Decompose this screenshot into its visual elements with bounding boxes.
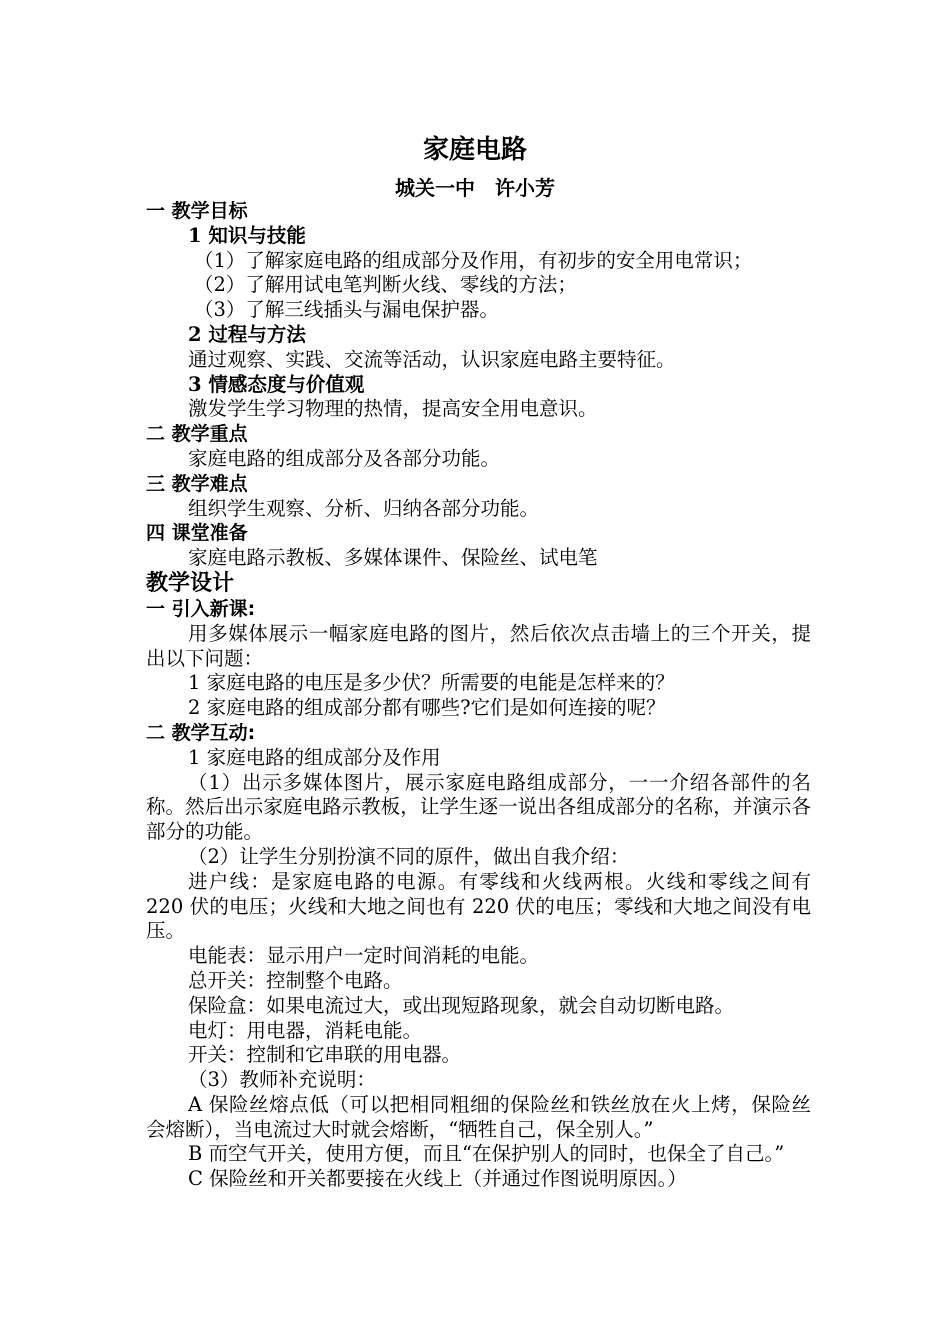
document-body xyxy=(146,199,811,1192)
emotion-text: 激发学生学习物理的热情，提高安全用电意识。 xyxy=(188,397,598,421)
interaction-paragraph: 电能表：显示用户一定时间消耗的电能。 xyxy=(188,944,540,968)
document-author: 城关一中 许小芳 xyxy=(395,176,555,200)
subheading-knowledge: 1 知识与技能 xyxy=(188,223,306,247)
interaction-paragraph: 总开关：控制整个电路。 xyxy=(188,968,403,992)
section-heading-preparation: 四 课堂准备 xyxy=(146,522,248,545)
interaction-paragraph: 电灯：用电器，消耗电能。 xyxy=(188,1018,423,1042)
section-heading-key-points: 二 教学重点 xyxy=(146,423,248,446)
section-heading-difficulties: 三 教学难点 xyxy=(146,472,248,495)
interaction-paragraph: A 保险丝熔点低（可以把相同粗细的保险丝和铁丝放在火上烤，保险丝会熔断），当电流过大时就会熔断，“牺牲自己，保全别人。” xyxy=(146,1092,811,1141)
intro-text: 用多媒体展示一幅家庭电路的图片，然后依次点击墙上的三个开关，提出以下问题： xyxy=(146,621,811,670)
interaction-paragraph: （1）出示多媒体图片，展示家庭电路组成部分，一一介绍各部件的名称。然后出示家庭电路示教板，让学生逐一说出各组成部分的名称，并演示各部分的功能。 xyxy=(146,770,811,844)
knowledge-item: （2）了解用试电笔判断火线、零线的方法； xyxy=(194,273,577,297)
process-text: 通过观察、实践、交流等活动，认识家庭电路主要特征。 xyxy=(188,347,676,371)
interaction-paragraph: C 保险丝和开关都要接在火线上（并通过作图说明原因。） xyxy=(188,1167,687,1191)
interaction-paragraph: 进户线：是家庭电路的电源。有零线和火线两根。火线和零线之间有 220 伏的电压；火线和大地之间也有 220 伏的电压；零线和大地之间没有电压。 xyxy=(146,869,811,943)
interaction-subheading: 1 家庭电路的组成部分及作用 xyxy=(188,745,441,769)
intro-question: 1 家庭电路的电压是多少伏？所需要的电能是怎样来的？ xyxy=(188,671,675,695)
subheading-emotion: 3 情感态度与价值观 xyxy=(188,372,365,396)
subheading-process: 2 过程与方法 xyxy=(188,322,306,346)
interaction-paragraph: （2）让学生分别扮演不同的原件，做出自我介绍： xyxy=(188,844,630,868)
design-heading: 教学设计 xyxy=(146,570,235,596)
intro-question: 2 家庭电路的组成部分都有哪些?它们是如何连接的呢？ xyxy=(188,696,666,720)
interaction-paragraph: B 而空气开关，使用方便，而且“在保护别人的同时，也保全了自己。” xyxy=(188,1142,785,1166)
difficulties-text: 组织学生观察、分析、归纳各部分功能。 xyxy=(188,496,540,520)
interaction-paragraph: 保险盒：如果电流过大，或出现短路现象，就会自动切断电路。 xyxy=(188,993,735,1017)
document-title: 家庭电路 xyxy=(422,135,527,165)
preparation-text: 家庭电路示教板、多媒体课件、保险丝、试电笔 xyxy=(188,546,598,570)
knowledge-item: （3）了解三线插头与漏电保护器。 xyxy=(194,298,499,322)
key-points-text: 家庭电路的组成部分及各部分功能。 xyxy=(188,446,501,470)
knowledge-item: （1）了解家庭电路的组成部分及作用，有初步的安全用电常识； xyxy=(194,248,753,272)
interaction-paragraph: （3）教师补充说明： xyxy=(188,1068,376,1092)
interaction-paragraph: 开关：控制和它串联的用电器。 xyxy=(188,1043,462,1067)
interaction-heading: 二 教学互动: xyxy=(146,721,256,744)
section-heading-objectives: 一 教学目标 xyxy=(146,200,248,222)
intro-heading: 一 引入新课: xyxy=(146,597,256,620)
